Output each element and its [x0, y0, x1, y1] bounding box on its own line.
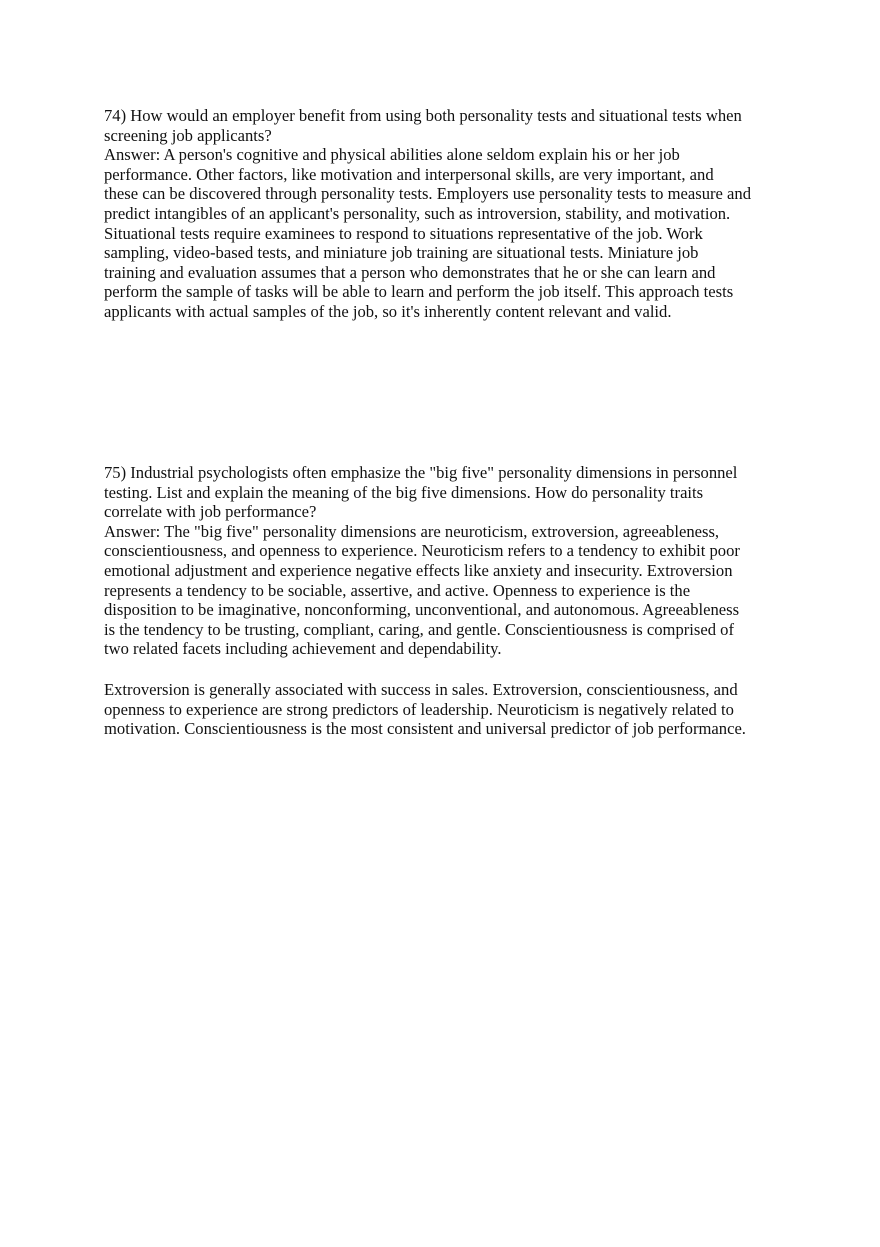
text-line: screening job applicants?	[104, 125, 272, 145]
text-line: these can be discovered through personality tests. Employers use personality tests to measure and	[104, 184, 751, 204]
text-line: 74) How would an employer benefit from using both personality tests and situational tests when	[104, 106, 742, 125]
text-line: is the tendency to be trusting, compliant, caring, and gentle. Conscientiousness is comprised of	[104, 619, 734, 639]
question-74	[104, 106, 804, 322]
text-line: represents a tendency to be sociable, assertive, and active. Openness to experience is the	[104, 580, 691, 600]
text-line: Answer: The "big five" personality dimensions are neuroticism, extroversion, agreeableness,	[104, 521, 720, 541]
text-line: two related facets including achievement and dependability.	[104, 639, 502, 659]
text-line: performance. Other factors, like motivation and interpersonal skills, are very important, and	[104, 164, 714, 184]
text-line: disposition to be imaginative, nonconforming, unconventional, and autonomous. Agreeableness	[104, 600, 740, 620]
text-line: testing. List and explain the meaning of the big five dimensions. How do personality traits	[104, 482, 704, 502]
text-line: openness to experience are strong predictors of leadership. Neuroticism is negatively related to	[104, 699, 734, 719]
text-line: correlate with job performance?	[104, 502, 317, 522]
question-75	[104, 463, 804, 659]
text-line: Situational tests require examinees to respond to situations representative of the job. Work	[104, 223, 703, 243]
text-line: predict intangibles of an applicant's personality, such as introversion, stability, and motivation.	[104, 203, 731, 223]
question-75-answer-continued	[104, 680, 804, 739]
text-line: perform the sample of tasks will be able to learn and perform the job itself. This approach tests	[104, 282, 734, 302]
text-line: sampling, video-based tests, and miniature job training are situational tests. Miniature job	[104, 243, 699, 263]
text-line: emotional adjustment and experience negative effects like anxiety and insecurity. Extroversion	[104, 560, 733, 580]
text-line: applicants with actual samples of the job, so it's inherently content relevant and valid.	[104, 301, 672, 321]
text-line: 75) Industrial psychologists often emphasize the "big five" personality dimensions in personnel	[104, 463, 738, 482]
text-line: conscientiousness, and openness to experience. Neuroticism refers to a tendency to exhibit poor	[104, 541, 740, 561]
text-line: Extroversion is generally associated with success in sales. Extroversion, conscientiousness, and	[104, 680, 738, 699]
text-line: Answer: A person's cognitive and physical abilities alone seldom explain his or her job	[104, 145, 680, 165]
text-line: motivation. Conscientiousness is the most consistent and universal predictor of job performance.	[104, 719, 746, 739]
text-line: training and evaluation assumes that a person who demonstrates that he or she can learn and	[104, 262, 716, 282]
